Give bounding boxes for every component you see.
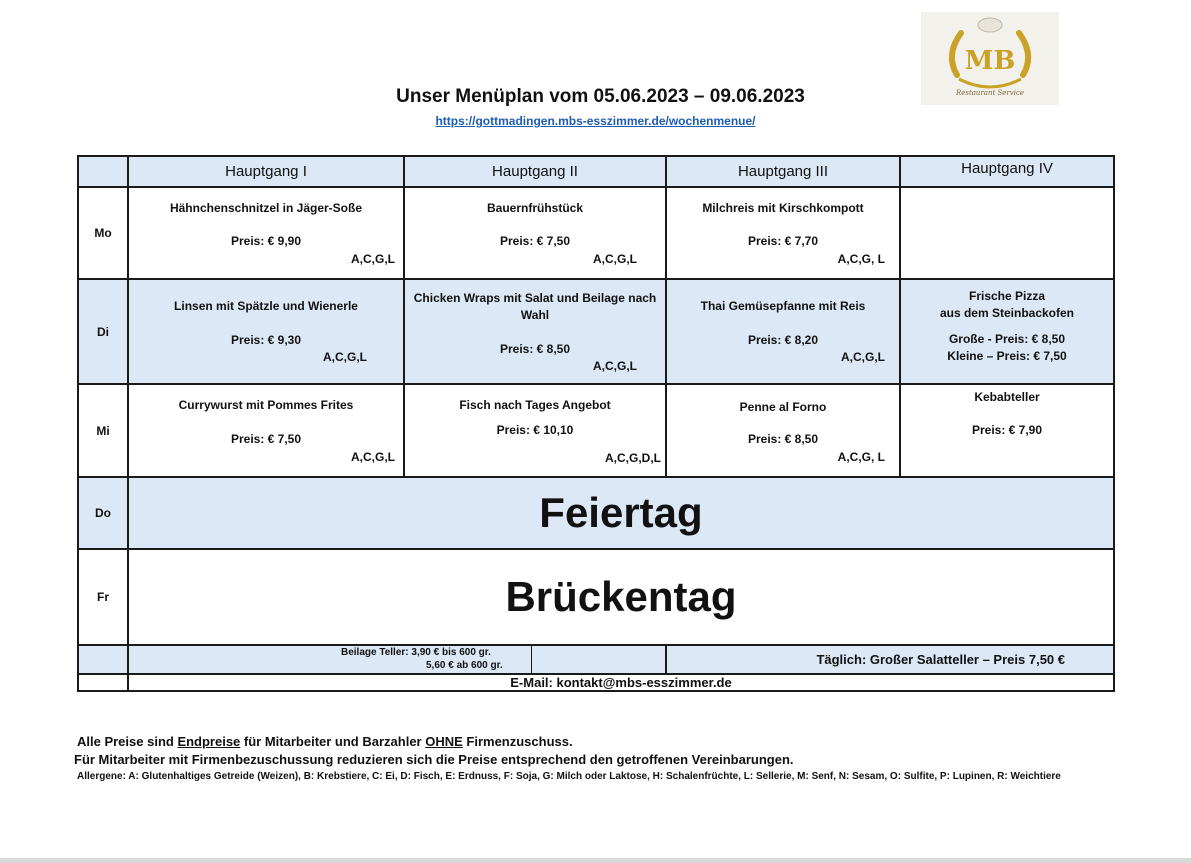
dish-allergens: A,C,G,D,L — [605, 451, 661, 465]
dish-allergens: A,C,G, L — [837, 252, 885, 266]
dish-price: Preis: € 8,50 — [747, 432, 819, 446]
prices-note-endpreise: Endpreise — [177, 734, 241, 749]
dish-allergens: A,C,G,L — [351, 450, 395, 464]
header-row — [78, 156, 1114, 187]
dish-price: Preis: € 8,50 — [499, 342, 571, 356]
menu-cell — [900, 384, 1114, 477]
dish-price: Preis: € 7,70 — [747, 234, 819, 248]
column-header-4: Hauptgang IV — [900, 156, 1114, 187]
prices-note — [77, 734, 573, 749]
email-contact[interactable]: E-Mail: kontakt@mbs-esszimmer.de — [128, 674, 1114, 691]
menu-cell — [666, 187, 900, 279]
table-row-di — [78, 279, 1114, 384]
prices-note-part: für Mitarbeiter und Barzahler — [240, 734, 426, 749]
dish-name: Milchreis mit Kirschkompott — [702, 201, 864, 215]
logo-tagline: Restaurant Service — [955, 88, 1025, 97]
menu-cell-empty — [900, 187, 1114, 279]
side-plate-cell — [128, 645, 666, 674]
dish-allergens: A,C,G,L — [593, 359, 637, 373]
dish-name: Thai Gemüsepfanne mit Reis — [700, 299, 866, 313]
table-row-email — [78, 674, 1114, 691]
holiday-label: Feiertag — [128, 477, 1114, 549]
menu-cell — [900, 279, 1114, 384]
dish-price-large: Große - Preis: € 8,50 — [948, 332, 1066, 346]
side-plate-info — [129, 646, 532, 673]
salad-plate-info: Täglich: Großer Salatteller – Preis 7,50 € — [666, 645, 1114, 674]
dish-name: Kebabteller — [974, 390, 1040, 404]
dish-price: Preis: € 7,50 — [230, 432, 302, 446]
dish-name: Hähnchenschnitzel in Jäger-Soße — [169, 201, 363, 215]
dish-name: Bauernfrühstück — [486, 201, 584, 215]
dish-price: Preis: € 8,20 — [747, 333, 819, 347]
column-header-3: Hauptgang III — [666, 156, 900, 187]
menu-table — [77, 155, 1115, 692]
table-row-do — [78, 477, 1114, 549]
dish-name: Currywurst mit Pommes Frites — [178, 398, 354, 412]
menu-cell — [128, 187, 404, 279]
menu-cell — [404, 384, 666, 477]
menu-cell — [404, 279, 666, 384]
side-plate-line1: Beilage Teller: 3,90 € bis 600 gr. — [341, 647, 491, 658]
day-label: Mi — [78, 384, 128, 477]
dish-allergens: A,C,G,L — [323, 350, 367, 364]
table-row-mo — [78, 187, 1114, 279]
table-row-fr — [78, 549, 1114, 645]
page-bottom-edge — [0, 858, 1191, 863]
dish-name: Fisch nach Tages Angebot — [459, 398, 611, 412]
empty-day-cell — [78, 645, 128, 674]
logo-initials: MB — [964, 45, 1016, 76]
column-header-1: Hauptgang I — [128, 156, 404, 187]
menu-cell — [666, 279, 900, 384]
dish-price: Preis: € 7,50 — [499, 234, 571, 248]
bridge-day-label: Brückentag — [128, 549, 1114, 645]
prices-note-part: Alle Preise sind — [77, 734, 178, 749]
dish-name: Linsen mit Spätzle und Wienerle — [174, 299, 358, 313]
menu-cell — [128, 384, 404, 477]
side-plate-line2: 5,60 € ab 600 gr. — [426, 660, 503, 671]
dish-subtitle: aus dem Steinbackofen — [939, 306, 1075, 320]
dish-name: Frische Pizza — [968, 289, 1046, 303]
dish-name: Penne al Forno — [739, 400, 827, 414]
corner-cell — [78, 156, 128, 187]
subsidy-note: Für Mitarbeiter mit Firmenbezuschussung reduzieren sich die Preise entsprechend den getroffenen Vereinbarungen. — [74, 752, 794, 767]
menu-cell — [404, 187, 666, 279]
dish-name: Chicken Wraps mit Salat und Beilage nach Wahl — [413, 291, 657, 322]
day-label: Fr — [78, 549, 128, 645]
day-label: Di — [78, 279, 128, 384]
dish-allergens: A,C,G,L — [841, 350, 885, 364]
dish-price: Preis: € 9,30 — [230, 333, 302, 347]
prices-note-part: Firmenzuschuss. — [462, 734, 573, 749]
allergen-legend: Allergene: A: Glutenhaltiges Getreide (Weizen), B: Krebstiere, C: Ei, D: Fisch, E: Erdnuss, F: Soja, G: Milch oder Laktose, H: Schalenfrüchte, L: Sellerie, M: Senf, N: Sesam, O: Sulfite, P: Lupinen, R: Weichtiere — [77, 771, 1061, 782]
dish-price: Preis: € 10,10 — [496, 423, 574, 437]
dish-price-small: Kleine – Preis: € 7,50 — [947, 349, 1067, 363]
empty-day-cell — [78, 674, 128, 691]
table-row-mi — [78, 384, 1114, 477]
dish-price: Preis: € 7,90 — [971, 423, 1043, 437]
dish-price: Preis: € 9,90 — [230, 234, 302, 248]
page-title: Unser Menüplan vom 05.06.2023 – 09.06.2023 — [396, 86, 805, 107]
menu-cell — [128, 279, 404, 384]
column-header-2: Hauptgang II — [404, 156, 666, 187]
table-row-extras — [78, 645, 1114, 674]
menu-cell — [666, 384, 900, 477]
weekly-menu-link[interactable]: https://gottmadingen.mbs-esszimmer.de/wochenmenue/ — [435, 114, 756, 128]
prices-note-ohne: OHNE — [425, 734, 463, 749]
dish-allergens: A,C,G, L — [837, 450, 885, 464]
day-label: Mo — [78, 187, 128, 279]
dish-allergens: A,C,G,L — [351, 252, 395, 266]
dish-allergens: A,C,G,L — [593, 252, 637, 266]
day-label: Do — [78, 477, 128, 549]
